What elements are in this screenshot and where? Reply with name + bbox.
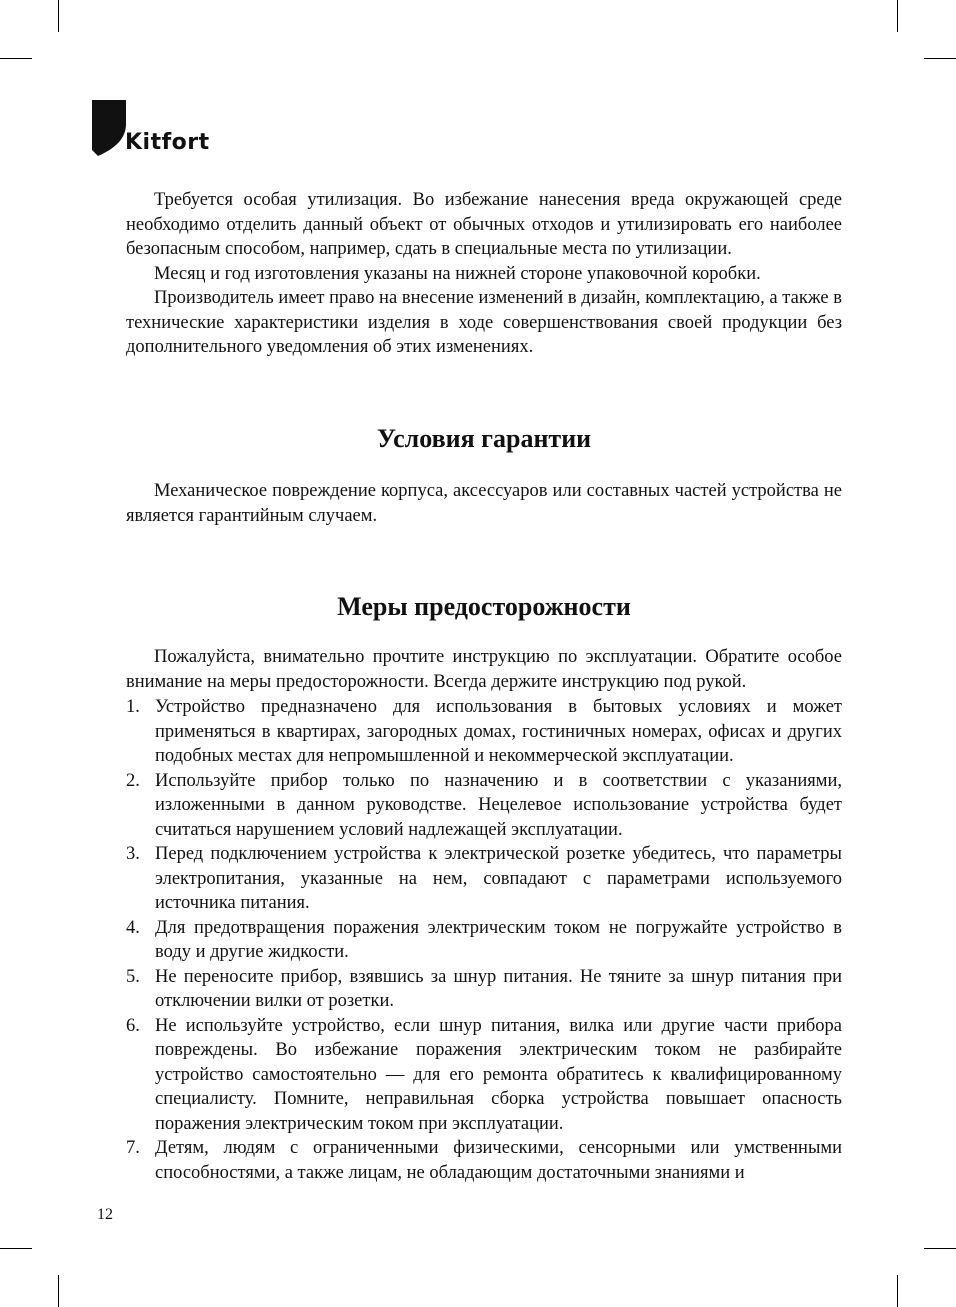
list-item — [126, 1014, 842, 1137]
crop-mark-top-right — [924, 58, 956, 59]
list-item-text: Устройство предназначено для использования в бытовых условиях и может применяться в квартирах, загородных домах, гостиничных номерах, офисах и других подобных местах для непромышленной и некоммерческой эксплуатации. — [155, 697, 842, 766]
page-number: 12 — [97, 1206, 113, 1223]
kitfort-logo — [92, 100, 212, 160]
safety-list — [126, 695, 842, 1185]
list-item — [126, 769, 842, 843]
kitfort-logo-mark-icon — [92, 100, 126, 156]
list-number: 3. — [126, 844, 140, 864]
list-item-text: Для предотвращения поражения электрическим током не погружайте устройство в воду и другие жидкости. — [155, 917, 842, 962]
intro-section — [126, 188, 842, 360]
crop-mark-top-right — [897, 0, 898, 32]
crop-mark-bottom-right — [924, 1248, 956, 1249]
crop-mark-top-left — [0, 58, 32, 59]
paragraph: Требуется особая утилизация. Во избежание нанесения вреда окружающей среде необходимо отделить данный объект от обычных отходов и утилизировать его наиболее безопасным способом, например, сдать в специальные места по утилизации. — [126, 190, 842, 259]
list-number: 7. — [126, 1138, 140, 1158]
safety-intro — [126, 645, 842, 694]
brand-name: Kitfort — [125, 130, 210, 155]
list-number: 4. — [126, 917, 140, 938]
crop-mark-bottom-left — [0, 1248, 32, 1249]
list-item — [126, 842, 842, 916]
paragraph: Пожалуйста, внимательно прочтите инструкцию по эксплуатации. Обратите особое внимание на меры предосторожности. Всегда держите инструкцию под рукой. — [126, 647, 842, 692]
list-item-text: Детям, людям с ограниченными физическими, сенсорными или умственными способностями, а также лицам, не обладающим достаточными знаниями и — [155, 1138, 842, 1183]
list-item-text: Не используйте устройство, если шнур питания, вилка или другие части прибора повреждены. Во избежание поражения электрическим током не разбирайте устройство самостоятельно — для его ремонта обратитесь к квалифицированному специалисту. Помните, неправильная сборка устройства повышает опасность поражения электрическим током при эксплуатации. — [155, 1015, 842, 1134]
list-item-text: Перед подключением устройства к электрической розетке убедитесь, что параметры электропитания, указанные на нем, совпадают с параметрами используемого источника питания. — [155, 844, 842, 913]
warranty-section — [126, 479, 842, 528]
crop-mark-bottom-right — [897, 1275, 898, 1307]
safety-heading: Меры предосторожности — [337, 592, 631, 621]
list-item — [126, 695, 842, 769]
paragraph: Механическое повреждение корпуса, аксессуаров или составных частей устройства не является гарантийным случаем. — [126, 481, 842, 526]
list-number: 6. — [126, 1015, 140, 1036]
warranty-heading: Условия гарантии — [376, 424, 592, 453]
list-number: 1. — [126, 697, 140, 717]
list-item — [126, 916, 842, 965]
list-number: 2. — [126, 770, 140, 791]
list-number: 5. — [126, 966, 140, 987]
list-item — [126, 1136, 842, 1185]
paragraph: Месяц и год изготовления указаны на нижней стороне упаковочной коробки. — [154, 263, 761, 284]
list-item — [126, 965, 842, 1014]
paragraph: Производитель имеет право на внесение изменений в дизайн, комплектацию, а также в технические характеристики изделия в ходе совершенствования своей продукции без дополнительного уведомления об этих изменениях. — [126, 288, 842, 357]
list-item-text: Не переносите прибор, взявшись за шнур питания. Не тяните за шнур питания при отключении вилки от розетки. — [155, 966, 842, 1011]
list-item-text: Используйте прибор только по назначению и в соответствии с указаниями, изложенными в данном руководстве. Нецелевое использование устройства будет считаться нарушением условий надлежащей эксплуатации. — [155, 770, 842, 840]
crop-mark-top-left — [58, 0, 59, 32]
crop-mark-bottom-left — [58, 1275, 59, 1307]
